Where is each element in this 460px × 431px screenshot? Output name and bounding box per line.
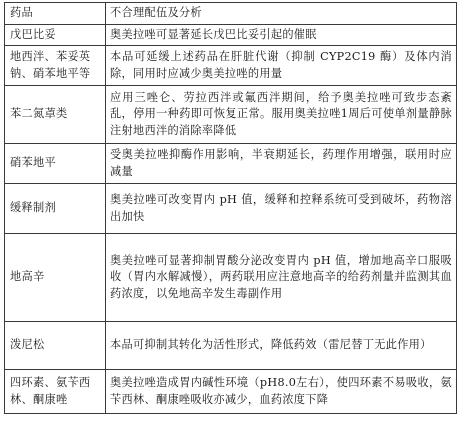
table-row xyxy=(5,144,457,184)
table-row xyxy=(5,24,457,46)
header-analysis: 不合理配伍及分析 xyxy=(106,3,457,25)
analysis-cell: 奥美拉唑可显著抑制胃酸分泌改变胃内 pH 值，增加地高辛口服吸收（胃内水解减慢），两药联用应注意地高辛的给药剂量并监测其血药浓度，以免地高辛发生毒副作用 xyxy=(106,234,457,322)
drug-cell: 地西泮、苯妥英钠、硝苯地平等 xyxy=(5,46,106,86)
drug-cell: 缓释制剂 xyxy=(5,184,106,234)
analysis-cell: 应用三唑仑、劳拉西泮或氟西泮期间，给予奥美拉唑可致步态紊乱，停用一种药即可恢复正常。服用奥美拉唑1周后可使单剂量静脉注射地西泮的消除率降低 xyxy=(106,86,457,144)
table-row xyxy=(5,46,457,86)
analysis-cell: 奥美拉唑造成胃内碱性环境（pH8.0左右），使四环素不易吸收，氨苄西林、酮康唑吸收亦减少，血药浓度下降 xyxy=(106,370,457,414)
drug-cell: 地高辛 xyxy=(5,234,106,322)
table-row xyxy=(5,184,457,234)
drug-cell: 泼尼松 xyxy=(5,322,106,370)
drug-interaction-table xyxy=(4,2,457,414)
analysis-cell: 本品可延缓上述药品在肝脏代谢（抑制 CYP2C19 酶）及体内消除，同用时应减少奥美拉唑的用量 xyxy=(106,46,457,86)
analysis-cell: 受奥美拉唑抑酶作用影响，半衰期延长，药理作用增强，联用时应减量 xyxy=(106,144,457,184)
table-row xyxy=(5,370,457,414)
analysis-cell: 本品可抑制其转化为活性形式，降低药效（雷尼替丁无此作用） xyxy=(106,322,457,370)
drug-cell: 硝苯地平 xyxy=(5,144,106,184)
drug-cell: 苯二氮䓬类 xyxy=(5,86,106,144)
drug-cell: 四环素、氨苄西林、酮康唑 xyxy=(5,370,106,414)
analysis-cell: 奥美拉唑可改变胃内 pH 值，缓释和控释系统可受到破坏，药物溶出加快 xyxy=(106,184,457,234)
table-header-row xyxy=(5,3,457,25)
header-drug: 药品 xyxy=(5,3,106,25)
drug-cell: 戊巴比妥 xyxy=(5,24,106,46)
table-row xyxy=(5,86,457,144)
table-row xyxy=(5,234,457,322)
analysis-cell: 奥美拉唑可显著延长戊巴比妥引起的催眠 xyxy=(106,24,457,46)
table-row xyxy=(5,322,457,370)
